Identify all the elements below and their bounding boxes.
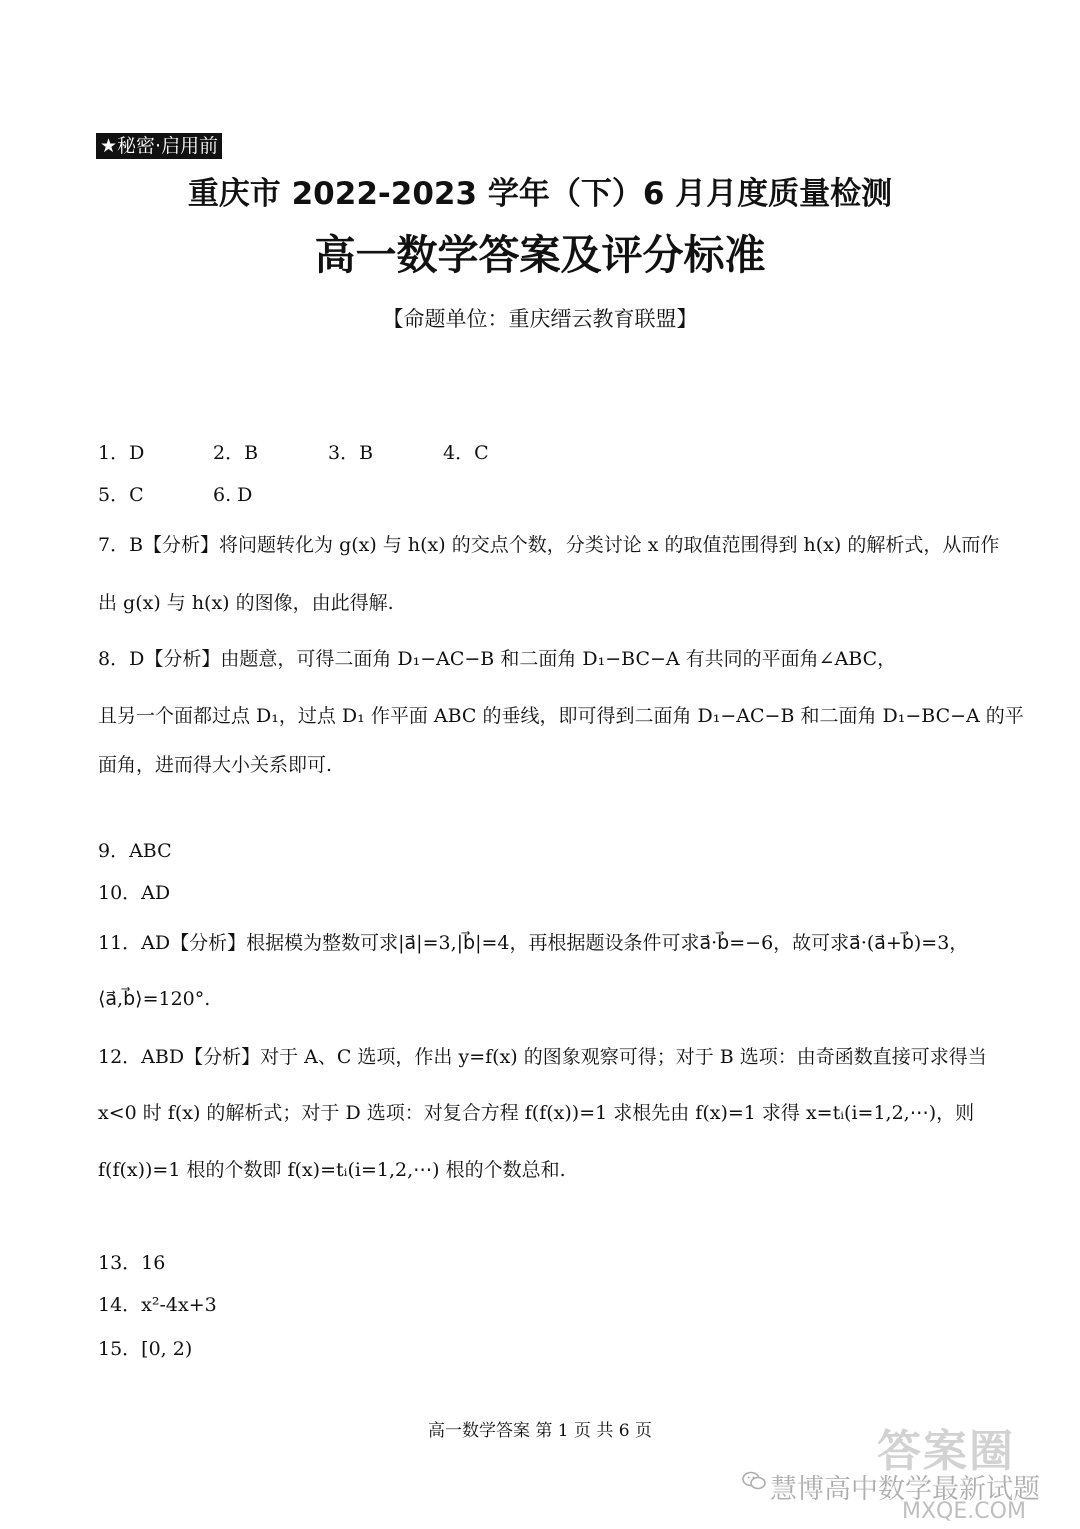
answer-14: 14．x²-4x+3	[98, 1294, 217, 1316]
watermark-account: 慧博高中数学最新试题	[770, 1474, 1040, 1505]
answer-5: 5．C	[98, 484, 144, 506]
mcq-answers-row2	[98, 482, 328, 508]
answer-11-line2: ⟨a⃗,b⃗⟩=120°.	[98, 988, 211, 1010]
answer-1: 1．D	[98, 442, 145, 464]
watermark	[742, 1415, 1072, 1523]
mcq-answers-row1	[98, 440, 558, 466]
secret-badge: ★秘密·启用前	[96, 133, 222, 159]
answer-8-line1: 8．D【分析】由题意，可得二面角 D₁−AC−B 和二面角 D₁−BC−A 有共同的平面角∠ABC，	[98, 648, 897, 670]
answer-8-line3: 面角，进而得大小关系即可.	[98, 754, 333, 776]
answer-10: 10．AD	[98, 882, 171, 904]
watermark-logo-text: 答案圈	[877, 1426, 1015, 1477]
answer-8-line2: 且另一个面都过点 D₁，过点 D₁ 作平面 ABC 的垂线，即可得到二面角 D₁−AC−B 和二面角 D₁−BC−A 的平	[98, 705, 1024, 727]
issuing-unit: 【命题单位：重庆缙云教育联盟】	[382, 307, 698, 331]
watermark-url: MXQE.COM	[902, 1499, 1026, 1524]
answer-12-line3: f(f(x))=1 根的个数即 f(x)=tᵢ(i=1,2,⋯) 根的个数总和.	[98, 1159, 566, 1181]
answer-3: 3．B	[328, 442, 374, 464]
answer-7-line1: 7．B【分析】将问题转化为 g(x) 与 h(x) 的交点个数，分类讨论 x 的取值范围得到 h(x) 的解析式，从而作	[98, 534, 1000, 556]
answer-4: 4．C	[443, 442, 489, 464]
exam-title: 重庆市 2022-2023 学年（下）6 月月度质量检测	[187, 176, 893, 212]
answer-7-line2: 出 g(x) 与 h(x) 的图像，由此得解.	[98, 592, 394, 614]
page-footer: 高一数学答案 第 1 页 共 6 页	[427, 1421, 653, 1441]
answer-15: 15．[0, 2)	[98, 1338, 193, 1360]
answer-2: 2．B	[213, 442, 259, 464]
answer-12-line1: 12．ABD【分析】对于 A、C 选项，作出 y=f(x) 的图象观察可得；对于 B 选项：由奇函数直接可求得当	[98, 1046, 987, 1068]
wechat-icon	[742, 1471, 766, 1491]
answer-9: 9．ABC	[98, 840, 172, 862]
answer-12-line2: x<0 时 f(x) 的解析式；对于 D 选项：对复合方程 f(f(x))=1 求根先由 f(x)=1 求得 x=tᵢ(i=1,2,⋯)，则	[98, 1102, 975, 1124]
answer-6: 6. D	[213, 484, 253, 506]
answer-13: 13．16	[98, 1252, 166, 1274]
answer-11-line1: 11．AD【分析】根据模为整数可求|a⃗|=3,|b⃗|=4，再根据题设条件可求a⃗·b⃗=−6，故可求a⃗·(a⃗+b⃗)=3，	[98, 932, 969, 954]
document-title: 高一数学答案及评分标准	[314, 231, 766, 279]
